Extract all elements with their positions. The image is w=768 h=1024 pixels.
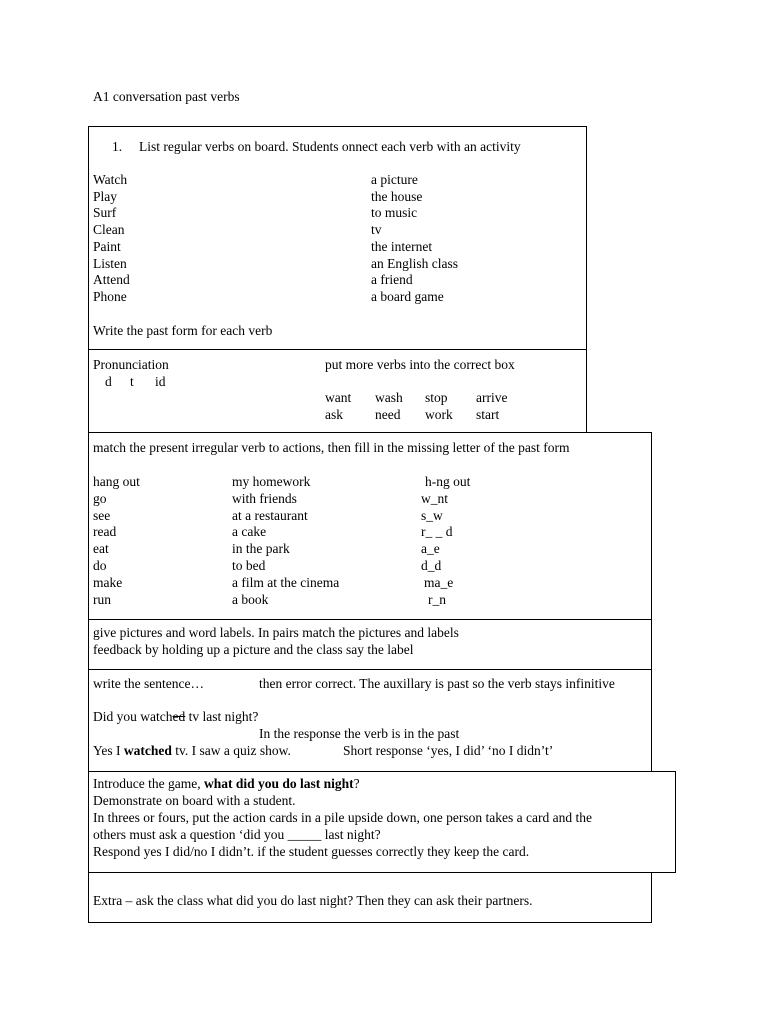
regular-verb-1: Play [93, 188, 118, 204]
past-form-0: h-ng out [425, 474, 471, 489]
question-rest: tv last night? [185, 709, 259, 724]
past-form-3: r_ _ d [421, 524, 453, 540]
struck-ed-suffix: ed [172, 709, 186, 724]
example-answer [93, 742, 291, 759]
verb-wash: wash [375, 390, 403, 405]
example-question [93, 708, 258, 725]
game-intro [93, 775, 360, 792]
sound-d: d [105, 374, 112, 389]
past-form-7: r_n [428, 591, 446, 607]
regular-verb-4: Paint [93, 238, 121, 254]
regular-verb-6: Attend [93, 272, 130, 288]
activity-6: a friend [371, 272, 413, 288]
verb-work: work [425, 407, 453, 422]
action-3: a cake [232, 524, 267, 540]
game-line4: others must ask a question ‘did you _____ last night? [93, 827, 381, 842]
short-response: Short response ‘yes, I did’ ‘no I didn’t’ [343, 743, 554, 758]
action-4: in the park [232, 541, 290, 557]
action-5: to bed [232, 558, 266, 573]
response-note: In the response the verb is in the past [259, 726, 460, 741]
section-irregular-verbs [88, 432, 652, 620]
past-form-6: ma_e [424, 574, 454, 590]
past-form-1: w_nt [421, 490, 448, 506]
irregular-verb-7: run [93, 591, 111, 607]
action-0: my homework [232, 474, 311, 489]
game-intro-post: ? [353, 776, 360, 791]
activity-1: the house [371, 188, 423, 204]
irregular-verb-3: read [93, 524, 117, 540]
past-form-4: a_e [421, 541, 440, 557]
section4-line1: give pictures and word labels. In pairs match the pictures and labels [93, 625, 459, 640]
game-line5: Respond yes I did/no I didn’t. if the student guesses correctly they keep the card. [93, 844, 530, 859]
extra-text: Extra – ask the class what did you do last night? Then they can ask their partners. [93, 893, 533, 908]
error-correct-note: then error correct. The auxillary is past so the verb stays infinitive [259, 676, 615, 691]
regular-verb-3: Clean [93, 222, 125, 238]
irregular-verb-4: eat [93, 541, 109, 557]
game-line3: In threes or fours, put the action cards in a pile upside down, one person takes a card and the [93, 810, 592, 825]
question-you-watch: you watch [113, 709, 173, 724]
activity-0: a picture [371, 172, 418, 187]
verb-stop: stop [425, 390, 448, 405]
write-sentence-label: write the sentence… [93, 676, 204, 691]
activity-2: to music [371, 205, 418, 221]
section4-line2: feedback by holding up a picture and the class say the label [93, 642, 414, 657]
game-name: what did you do last night [203, 776, 354, 791]
regular-verb-0: Watch [93, 172, 128, 187]
answer-watched: watched [123, 743, 172, 758]
answer-rest: tv. I saw a quiz show. [171, 743, 291, 758]
sound-t: t [130, 374, 134, 389]
regular-verb-2: Surf [93, 205, 117, 221]
section1-instruction: List regular verbs on board. Students onnect each verb with an activity [139, 139, 521, 154]
pronunciation-instruction: put more verbs into the correct box [325, 357, 515, 372]
answer-yes: Yes I [93, 743, 124, 758]
section-regular-verbs [88, 126, 587, 350]
regular-verb-7: Phone [93, 288, 127, 304]
action-6: a film at the cinema [232, 574, 340, 590]
action-7: a book [232, 591, 269, 607]
sound-id: id [155, 374, 166, 389]
verb-start: start [476, 407, 500, 422]
pronunciation-title: Pronunciation [93, 357, 169, 372]
irregular-verb-2: see [93, 507, 111, 523]
step-number: 1. [112, 139, 123, 154]
game-line2: Demonstrate on board with a student. [93, 793, 296, 808]
irregular-verb-6: make [93, 574, 123, 590]
activity-5: an English class [371, 255, 458, 271]
action-2: at a restaurant [232, 507, 308, 523]
irregular-verb-0: hang out [93, 474, 140, 489]
document-title: A1 conversation past verbs [93, 89, 240, 104]
past-form-2: s_w [421, 507, 443, 523]
verb-want: want [325, 390, 352, 405]
past-form-5: d_d [421, 558, 442, 573]
irregular-verb-5: do [93, 558, 107, 573]
question-did: Did [93, 709, 114, 724]
regular-verb-5: Listen [93, 255, 127, 271]
verb-ask: ask [325, 407, 343, 422]
irregular-verb-1: go [93, 490, 107, 506]
activity-3: tv [371, 222, 382, 238]
verb-need: need [375, 407, 401, 422]
game-intro-pre: Introduce the game, [93, 776, 204, 791]
section1-footer: Write the past form for each verb [93, 323, 273, 338]
activity-4: the internet [371, 238, 433, 254]
verb-arrive: arrive [476, 390, 508, 405]
action-1: with friends [232, 490, 297, 506]
section3-instruction: match the present irregular verb to actions, then fill in the missing letter of the past form [93, 440, 570, 455]
activity-7: a board game [371, 288, 444, 304]
